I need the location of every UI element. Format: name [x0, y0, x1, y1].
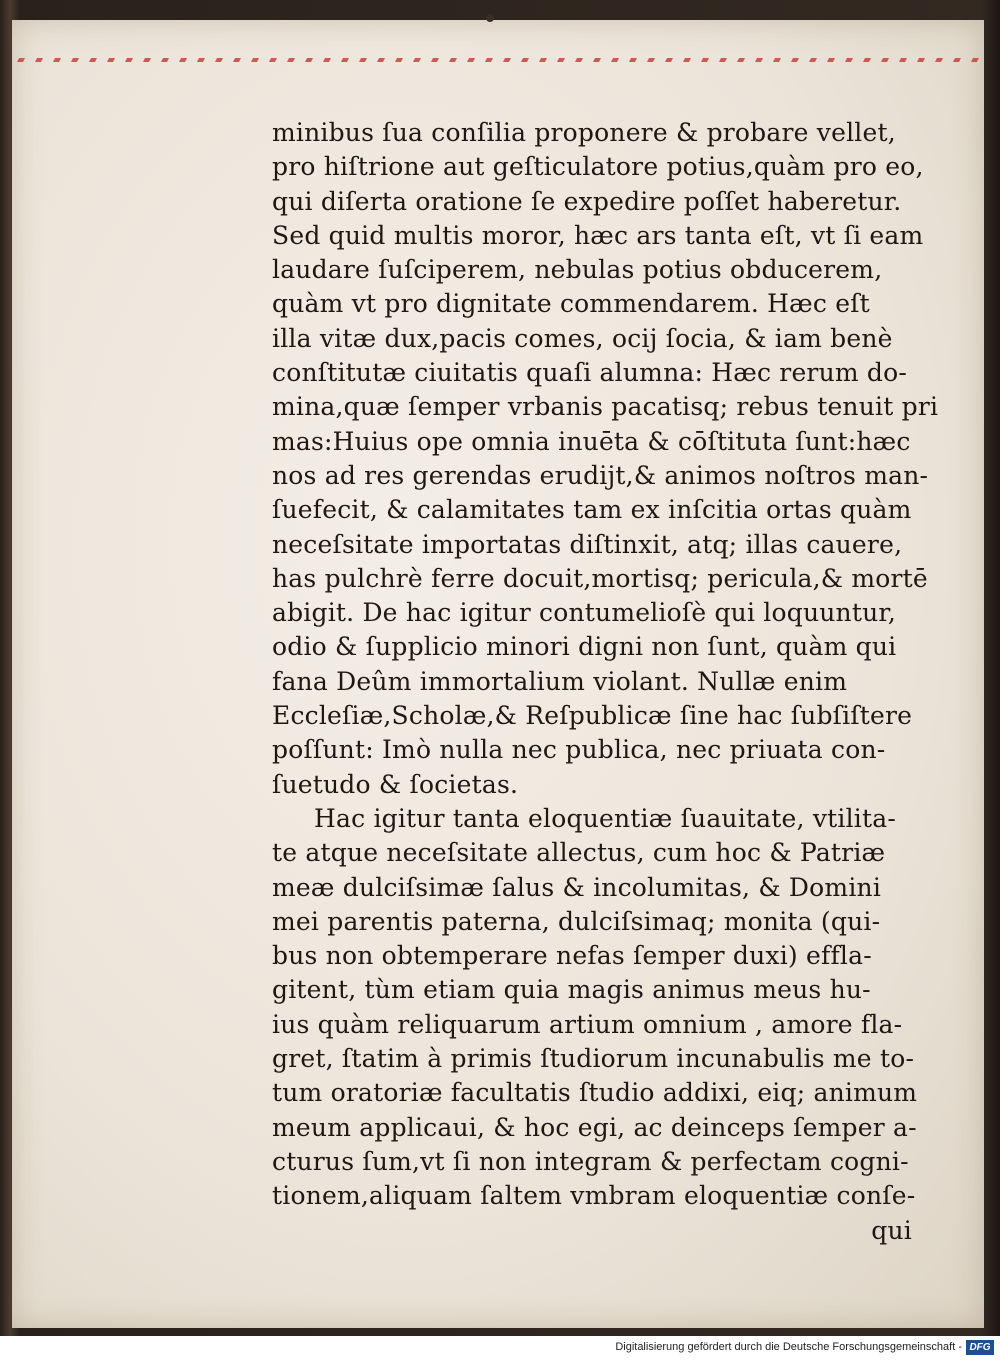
- text-line: tionem,aliquam ſaltem vmbram eloquentiæ conſe-: [272, 1181, 916, 1211]
- text-line: quàm vt pro dignitate commendarem. Hæc eſt: [272, 289, 870, 319]
- stitch-line: [17, 58, 979, 62]
- text-line: abigit. De hac igitur contumelioſè qui loquuntur,: [272, 598, 896, 628]
- paragraph-start: Hac igitur tanta eloquentiæ ſuauitate, vtilita-: [314, 803, 896, 833]
- text-line: ſuefecit, & calamitates tam ex inſcitia ortas quàm: [272, 495, 912, 525]
- funding-credit: Digitalisierung gefördert durch die Deutsche Forschungsgemeinschaft -: [615, 1341, 962, 1353]
- text-line: minibus ſua conſilia proponere & probare vellet,: [272, 118, 896, 147]
- text-line: has pulchrè ferre docuit,mortisq; pericula,& mortē: [272, 563, 928, 593]
- text-line: ius quàm reliquarum artium omnium , amore fla-: [272, 1009, 903, 1039]
- text-line: Sed quid multis moror, hæc ars tanta eſt, vt ſi eam: [272, 220, 924, 250]
- footer-bar: [0, 1336, 1000, 1360]
- text-line: mas:Huius ope omnia inuēta & cōſtituta ſunt:hæc: [272, 426, 911, 456]
- text-line: gret, ſtatim à primis ſtudiorum incunabulis me to-: [272, 1044, 915, 1074]
- text-line: laudare ſuſciperem, nebulas potius obducerem,: [272, 255, 883, 285]
- text-line: poſſunt: Imò nulla nec publica, nec priuata con-: [272, 735, 886, 765]
- text-line: mei parentis paterna, dulciſsimaq; monita (qui-: [272, 906, 881, 936]
- binding-dot: [486, 14, 494, 22]
- text-line: mina,quæ ſemper vrbanis pacatisq; rebus tenuit pri: [272, 392, 939, 422]
- text-line: odio & ſupplicio minori digni non ſunt, quàm qui: [272, 632, 897, 662]
- text-line: bus non obtemperare nefas ſemper duxi) effla-: [272, 941, 872, 971]
- text-line: ſuetudo & ſocietas.: [272, 769, 519, 799]
- text-line: conſtitutæ ciuitatis quaſi alumna: Hæc rerum do-: [272, 358, 908, 388]
- text-line: neceſsitate importatas diſtinxit, atq; illas cauere,: [272, 529, 903, 559]
- catchword: qui: [871, 1215, 912, 1245]
- text-line: tum oratoriæ facultatis ſtudio addixi, eiq; animum: [272, 1078, 918, 1108]
- text-line: qui diſerta oratione ſe expedire poſſet haberetur.: [272, 186, 902, 216]
- text-line: gitent, tùm etiam quia magis animus meus hu-: [272, 975, 871, 1005]
- text-line: meum applicaui, & hoc egi, ac deinceps ſemper a-: [272, 1112, 917, 1142]
- text-line: fana Deûm immortalium violant. Nullæ enim: [272, 666, 848, 696]
- text-line: Eccleſiæ,Scholæ,& Reſpublicæ ſine hac ſubſiſtere: [272, 701, 913, 731]
- text-line: te atque neceſsitate allectus, cum hoc & Patriæ: [272, 838, 886, 868]
- page-text: [272, 116, 939, 1248]
- text-line: cturus ſum,vt ſi non integram & perfectam cogni-: [272, 1146, 909, 1176]
- dfg-logo: DFG: [966, 1340, 994, 1355]
- text-line: illa vitæ dux,pacis comes, ocij ſocia, & iam benè: [272, 323, 893, 353]
- text-line: nos ad res gerendas erudijt,& animos noſtros man-: [272, 460, 929, 490]
- text-line: meæ dulciſsimæ ſalus & incolumitas, & Domini: [272, 872, 882, 902]
- text-line: pro hiſtrione aut geſticulatore potius,quàm pro eo,: [272, 152, 924, 182]
